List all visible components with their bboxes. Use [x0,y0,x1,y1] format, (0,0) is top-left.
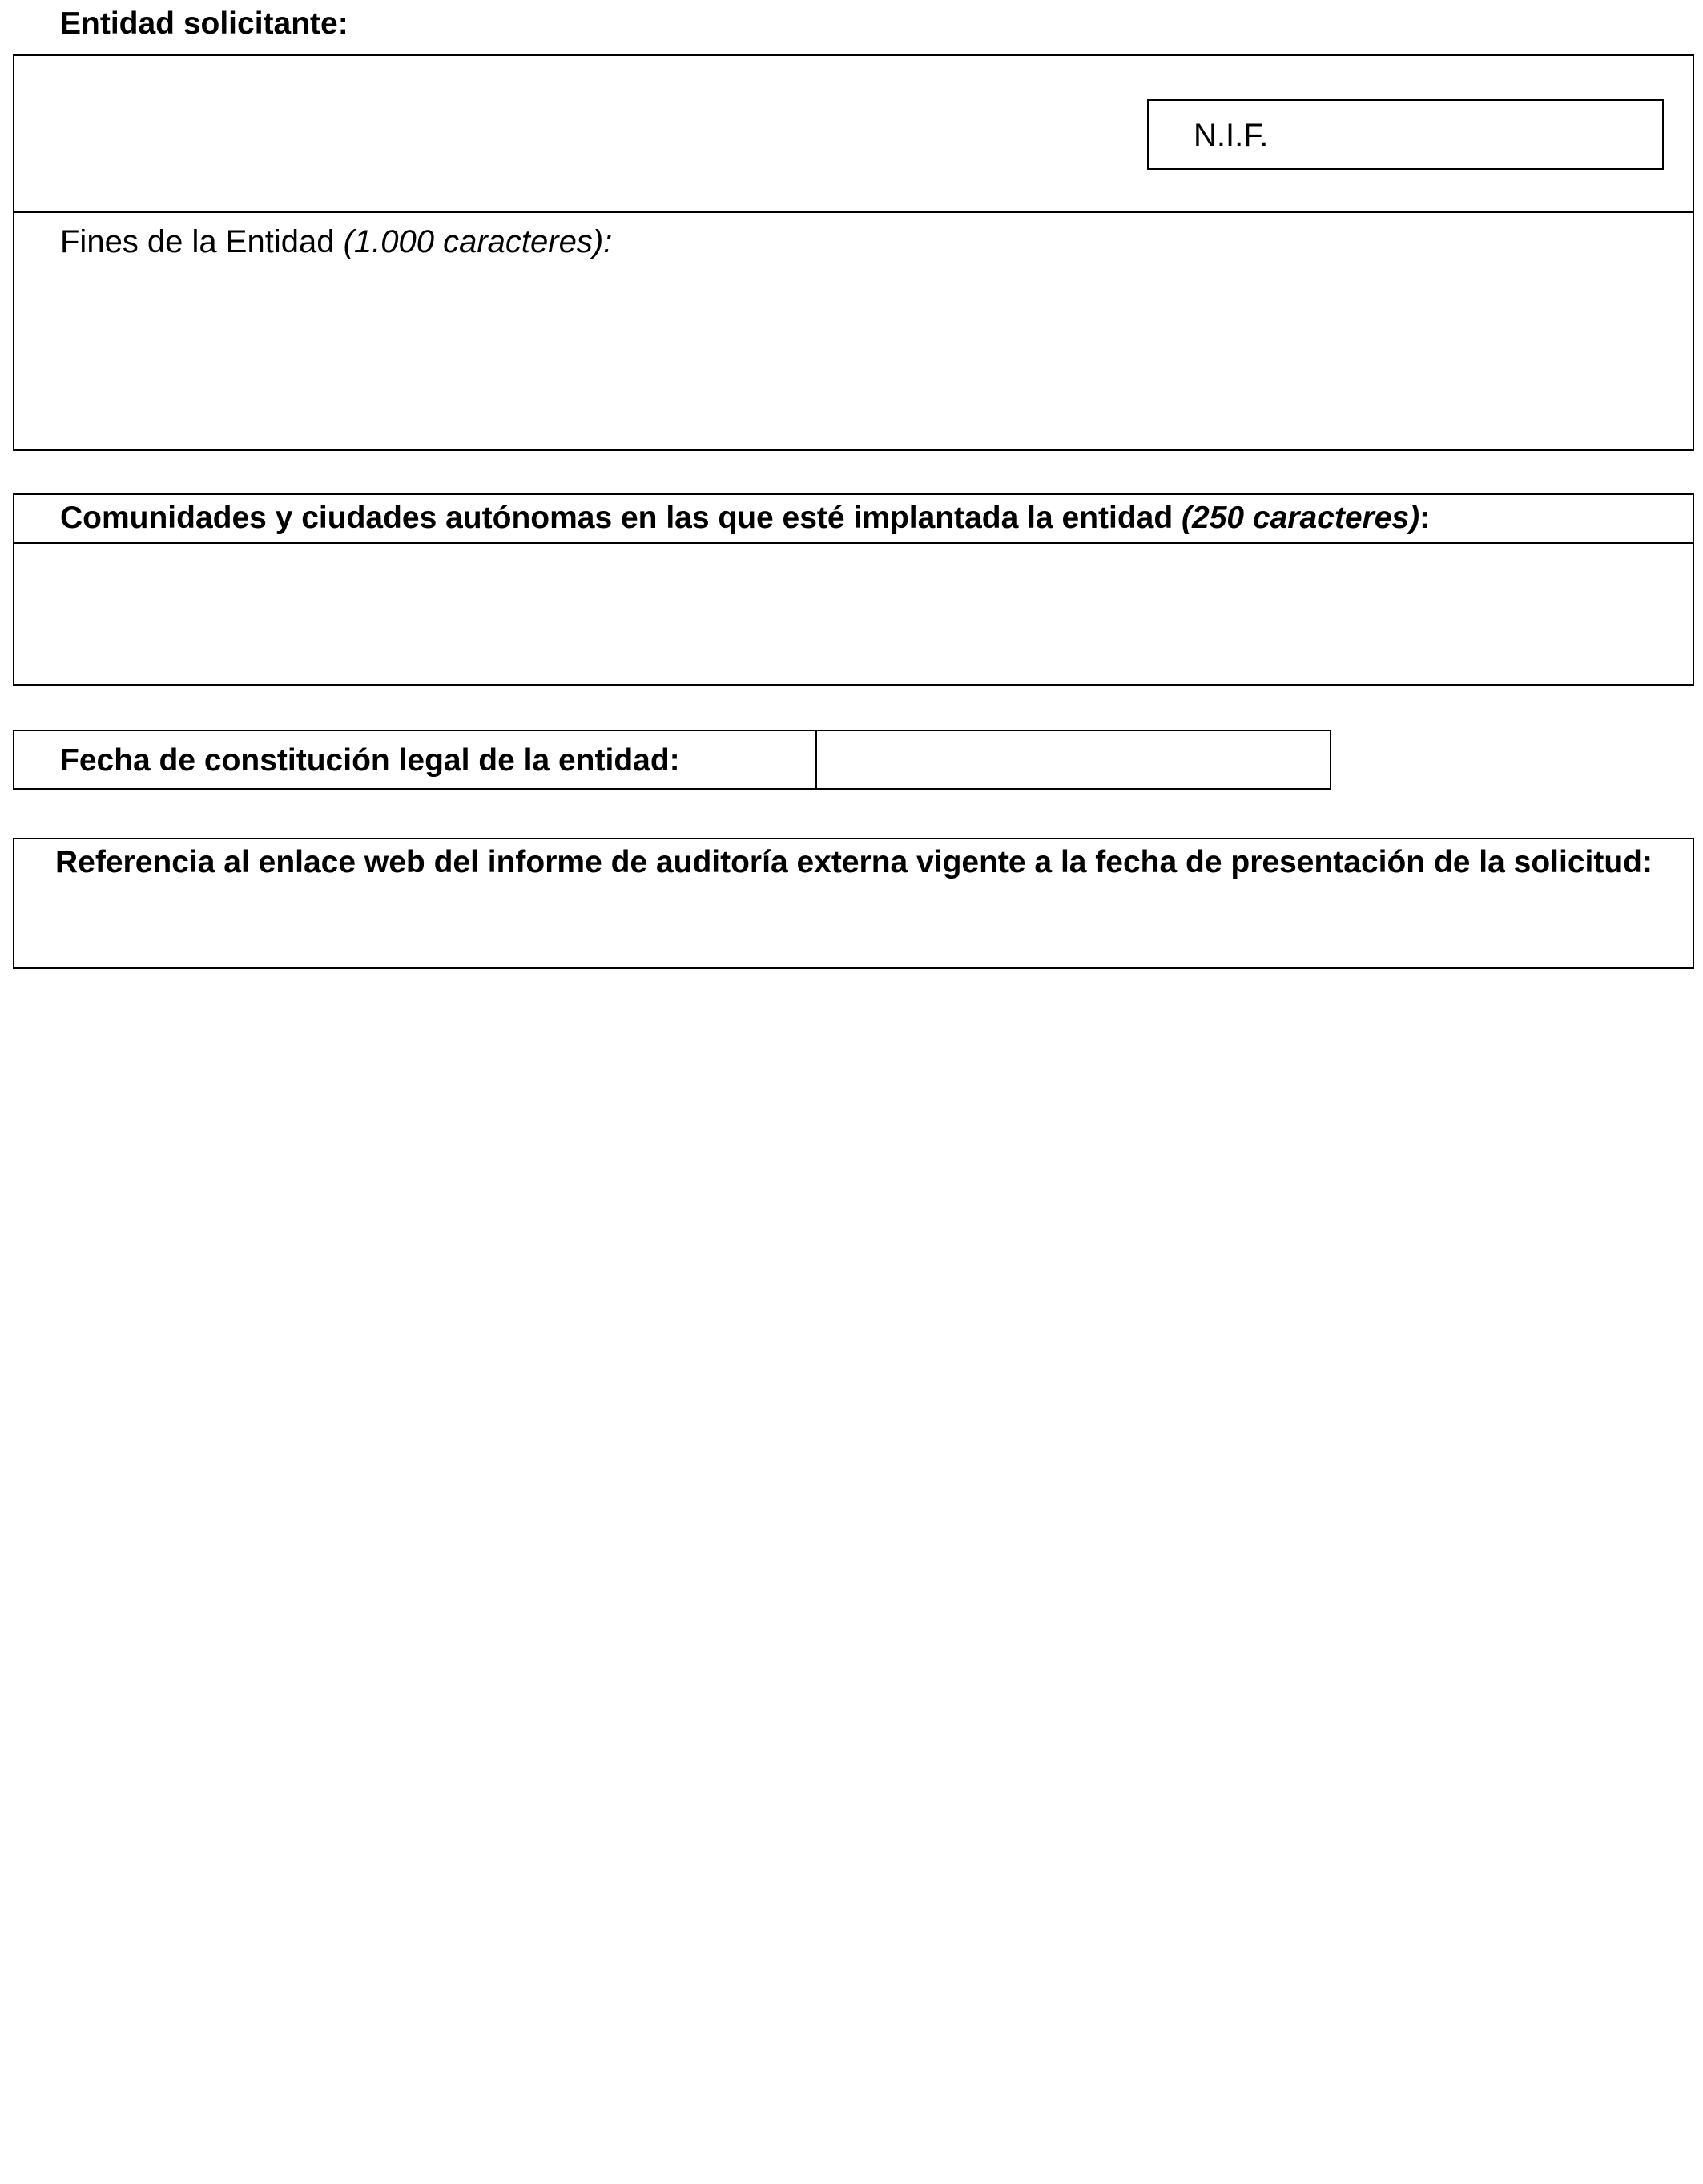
nif-label: N.I.F. [1194,118,1269,153]
comunidades-textarea[interactable] [24,553,1682,679]
fines-label [60,226,612,258]
entidad-name-input[interactable] [24,88,1129,184]
nif-input[interactable] [1314,104,1658,165]
fines-hint: (1.000 caracteres): [343,224,613,259]
fines-textarea[interactable] [24,272,1682,444]
auditoria-input[interactable] [24,889,1682,961]
comunidades-suffix: : [1419,501,1431,535]
entidad-heading: Entidad solicitante: [60,6,348,41]
comunidades-divider [13,542,1694,544]
auditoria-label: Referencia al enlace web del informe de auditoría externa vigente a la fecha de presentación de la solicitud: [55,845,1653,879]
fines-label-text: Fines de la Entidad [60,224,344,259]
comunidades-label-text: Comunidades y ciudades autónomas en las que esté implantada la entidad [60,501,1182,535]
fecha-input[interactable] [822,733,1327,786]
fecha-divider [815,730,817,790]
entidad-divider [13,211,1694,213]
comunidades-hint: (250 caracteres) [1182,501,1420,535]
comunidades-label [60,502,1430,533]
fecha-label: Fecha de constitución legal de la entidad: [60,743,680,778]
